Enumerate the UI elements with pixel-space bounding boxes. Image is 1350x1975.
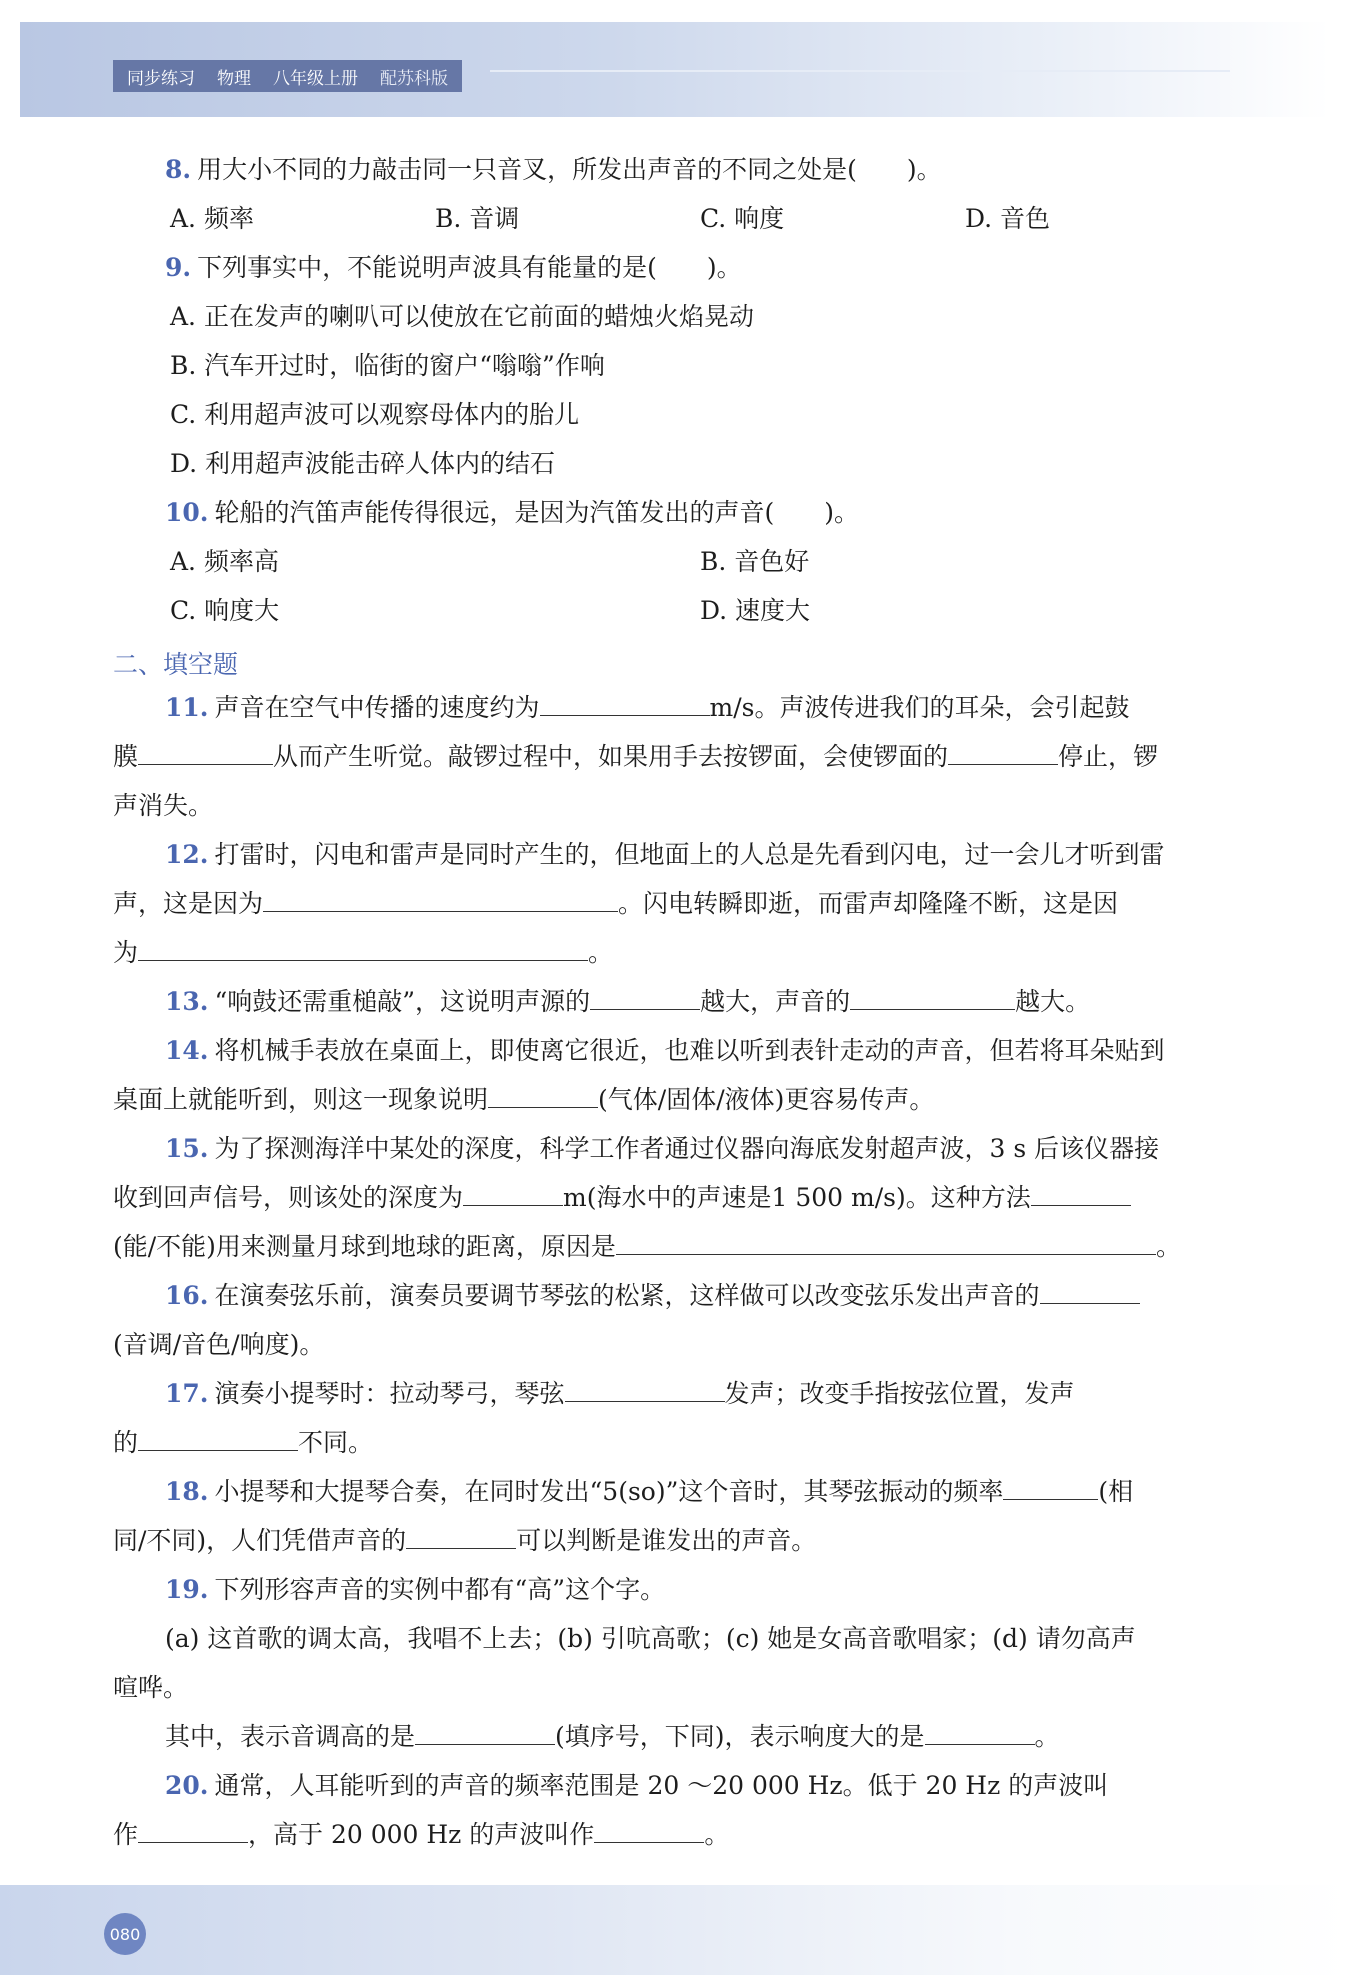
question-number: 14. [165,1036,209,1065]
answer-blank[interactable] [925,1722,1035,1745]
answer-blank[interactable] [540,693,710,716]
question-19-line2: (a) 这首歌的调太高，我唱不上去；(b) 引吭高歌；(c) 她是女高音歌唱家；(d) 请勿高声 [165,1624,1136,1653]
answer-blank[interactable] [488,1085,598,1108]
question-text: 。 [704,1820,730,1849]
question-text: 发声；改变手指按弦位置，发声 [724,1379,1075,1408]
question-text: 。闪电转瞬即逝，而雷声却隆隆不断，这是因 [618,889,1119,918]
answer-blank[interactable] [1040,1281,1140,1304]
question-15-line2 [113,1183,1131,1213]
answer-blank[interactable] [263,889,618,912]
question-number: 9. [165,253,192,282]
answer-blank[interactable] [616,1232,1156,1255]
question-13 [165,987,1090,1017]
option-8d: D. 音色 [965,204,1051,233]
question-number: 16. [165,1281,209,1310]
question-text: 声，这是因为 [113,889,264,918]
question-number: 11. [165,693,209,722]
answer-blank[interactable] [415,1722,555,1745]
question-text: (相 [1098,1477,1134,1506]
question-12-line2 [113,889,1118,919]
option-9d: D. 利用超声波能击碎人体内的结石 [170,449,556,478]
question-18-line2 [113,1526,816,1556]
answer-blank[interactable] [948,742,1058,765]
question-number: 20. [165,1771,209,1800]
question-text: 作 [113,1820,139,1849]
option-10a: A. 频率高 [170,547,279,576]
question-text: 桌面上就能听到，则这一现象说明 [113,1085,489,1114]
question-text: 的 [113,1428,139,1457]
question-19-line1 [165,1575,665,1605]
option-10b: B. 音色好 [700,547,810,576]
answer-blank[interactable] [138,1820,248,1843]
question-14-line1 [165,1036,1165,1066]
question-text: 打雷时，闪电和雷声是同时产生的，但地面上的人总是先看到闪电，过一会儿才听到雷 [214,840,1165,869]
header-edition: 配苏科版 [380,68,448,89]
question-number: 10. [165,498,209,527]
question-text: 声音在空气中传播的速度约为 [214,693,540,722]
question-8 [165,155,942,185]
question-text: 演奏小提琴时：拉动琴弓，琴弦 [214,1379,565,1408]
question-20-line2 [113,1820,729,1850]
answer-blank[interactable] [1003,1477,1098,1500]
answer-blank[interactable] [1031,1183,1131,1206]
question-text: 可以判断是谁发出的声音。 [516,1526,817,1555]
question-number: 15. [165,1134,209,1163]
question-stem: 轮船的汽笛声能传得很远，是因为汽笛发出的声音( )。 [214,498,860,527]
question-text: 为 [113,938,139,967]
question-text: 通常，人耳能听到的声音的频率范围是 20 ～20 000 Hz。低于 20 Hz 的声波叫 [214,1771,1109,1800]
question-text: 越大，声音的 [700,987,851,1016]
answer-blank[interactable] [850,987,1015,1010]
question-text: (气体/固体/液体)更容易传声。 [598,1085,935,1114]
question-text: 下列形容声音的实例中都有“高”这个字。 [214,1575,666,1604]
question-17-line2 [113,1428,373,1458]
option-10d: D. 速度大 [700,596,811,625]
option-9c: C. 利用超声波可以观察母体内的胎儿 [170,400,580,429]
answer-blank[interactable] [463,1183,563,1206]
option-8c: C. 响度 [700,204,785,233]
question-15-line3 [113,1232,1181,1262]
question-16-line1 [165,1281,1140,1311]
question-11-line1 [165,693,1129,723]
question-text: 从而产生听觉。敲锣过程中，如果用手去按锣面，会使锣面的 [273,742,949,771]
question-18-line1 [165,1477,1133,1507]
question-text: ，高于 20 000 Hz 的声波叫作 [248,1820,595,1849]
question-text: 。 [1034,1722,1060,1751]
question-number: 13. [165,987,209,1016]
header-divider [490,70,1230,72]
question-15-line1 [165,1134,1159,1164]
question-text: 不同。 [298,1428,374,1457]
question-19-line3: 喧哗。 [113,1673,189,1702]
header-subject: 物理 [217,68,251,89]
option-9a: A. 正在发声的喇叭可以使放在它前面的蜡烛火焰晃动 [170,302,754,331]
question-text: 小提琴和大提琴合奏，在同时发出“5(so)”这个音时，其琴弦振动的频率 [214,1477,1004,1506]
question-stem: 下列事实中，不能说明声波具有能量的是( )。 [197,253,742,282]
question-text: m(海水中的声速是1 500 m/s)。这种方法 [563,1183,1031,1212]
answer-blank[interactable] [406,1526,516,1549]
answer-blank[interactable] [590,987,700,1010]
question-text: 越大。 [1015,987,1091,1016]
question-11-line2 [113,742,1158,772]
footer-band [0,1885,1350,1975]
header-grade: 八年级上册 [273,68,358,89]
question-number: 17. [165,1379,209,1408]
question-text: 其中，表示音调高的是 [165,1722,416,1751]
question-text: (能/不能)用来测量月球到地球的距离，原因是 [113,1232,616,1261]
question-number: 18. [165,1477,209,1506]
question-20-line1 [165,1771,1108,1801]
question-text: 。 [1155,1232,1181,1261]
question-text: “响鼓还需重槌敲”，这说明声源的 [214,987,591,1016]
question-text: 同/不同)，人们凭借声音的 [113,1526,407,1555]
answer-blank[interactable] [138,938,588,961]
option-9b: B. 汽车开过时，临街的窗户“嗡嗡”作响 [170,351,605,380]
question-text: 停止，锣 [1058,742,1159,771]
answer-blank[interactable] [565,1379,725,1402]
question-text: 膜 [113,742,139,771]
question-10 [165,498,859,528]
question-number: 12. [165,840,209,869]
option-10c: C. 响度大 [170,596,280,625]
question-text: 为了探测海洋中某处的深度，科学工作者通过仪器向海底发射超声波，3 s 后该仪器接 [214,1134,1160,1163]
question-12-line3 [113,938,613,968]
answer-blank[interactable] [138,742,273,765]
question-text: (填序号，下同)，表示响度大的是 [555,1722,925,1751]
question-16-line2: (音调/音色/响度)。 [113,1330,325,1359]
question-number: 19. [165,1575,209,1604]
question-text: 。 [588,938,614,967]
question-14-line2 [113,1085,934,1115]
option-8b: B. 音调 [435,204,520,233]
question-19-line4 [165,1722,1060,1752]
page-number: 080 [104,1913,146,1955]
section-title: 二、填空题 [113,650,239,679]
answer-blank[interactable] [138,1428,298,1451]
question-17-line1 [165,1379,1075,1409]
question-number: 8. [165,155,192,184]
question-text: 收到回声信号，则该处的深度为 [113,1183,464,1212]
question-text: 在演奏弦乐前，演奏员要调节琴弦的松紧，这样做可以改变弦乐发出声音的 [214,1281,1040,1310]
option-8a: A. 频率 [170,204,254,233]
book-header [113,60,462,92]
header-series: 同步练习 [127,68,195,89]
question-12-line1 [165,840,1165,870]
question-text: 将机械手表放在桌面上，即使离它很近，也难以听到表针走动的声音，但若将耳朵贴到 [214,1036,1165,1065]
question-text: m/s。声波传进我们的耳朵，会引起鼓 [709,693,1130,722]
question-stem: 用大小不同的力敲击同一只音叉，所发出声音的不同之处是( )。 [197,155,942,184]
answer-blank[interactable] [594,1820,704,1843]
question-11-line3: 声消失。 [113,791,214,820]
question-9 [165,253,742,283]
